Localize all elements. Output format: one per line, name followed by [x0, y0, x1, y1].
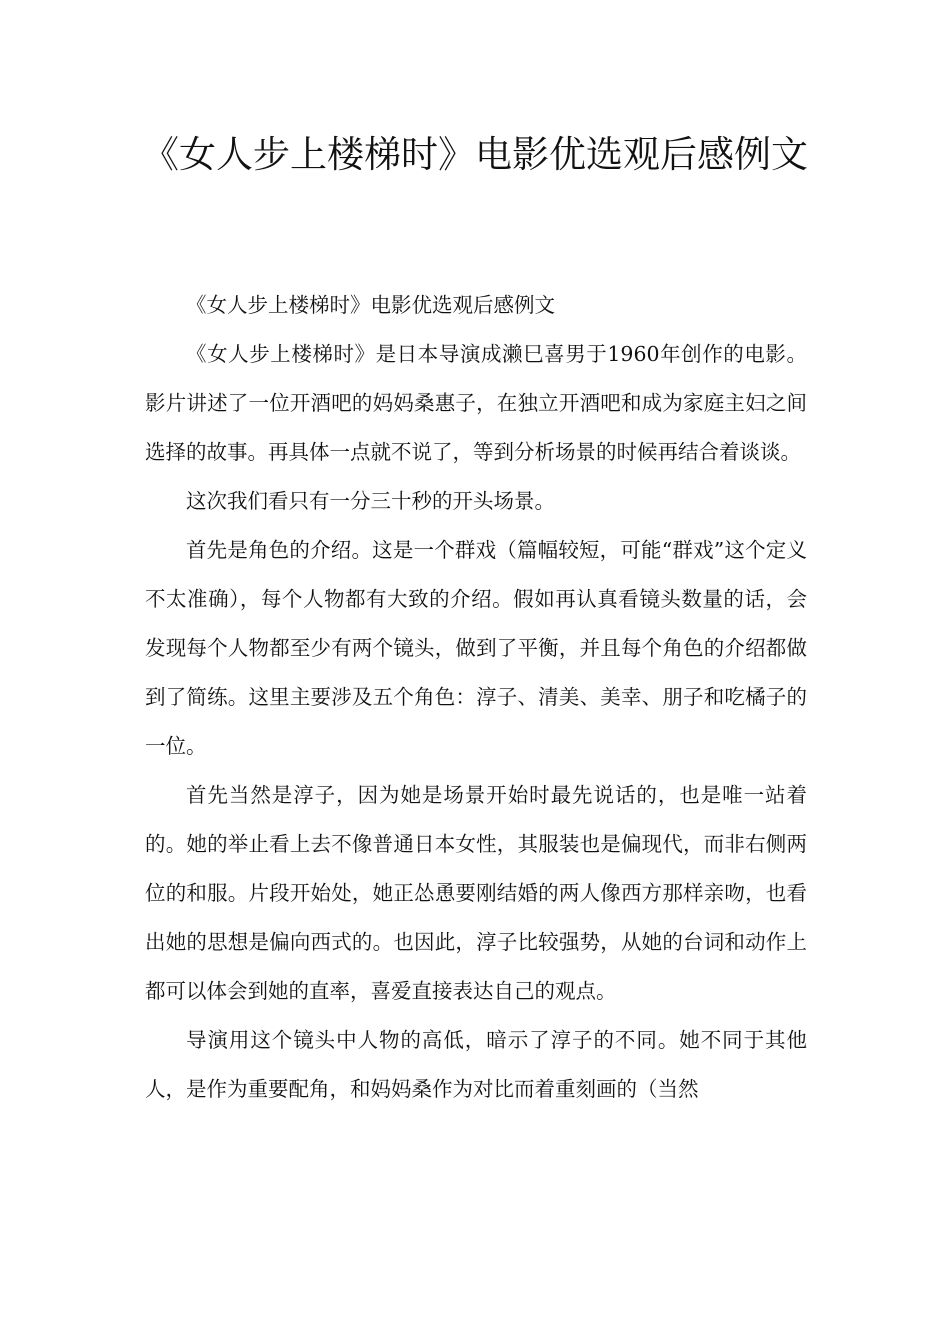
- paragraph-heading-repeat: 《女人步上楼梯时》电影优选观后感例文: [186, 293, 555, 317]
- document-title: 《女人步上楼梯时》电影优选观后感例文: [142, 133, 808, 176]
- paragraph-intro: 《女人步上楼梯时》是日本导演成濑巳喜男于1960年创作的电影。影片讲述了一位开酒吧的妈妈桑惠子，在独立开酒吧和成为家庭主妇之间选择的故事。再具体一点就不说了，等到分析场景的时候再结合着谈谈。: [145, 342, 807, 464]
- paragraph-junko: 首先当然是淳子，因为她是场景开始时最先说话的，也是唯一站着的。她的举止看上去不像普通日本女性，其服装也是偏现代，而非右侧两位的和服。片段开始处，她正怂恿要刚结婚的两人像西方那样亲吻，也看出她的思想是偏向西式的。也因此，淳子比较强势，从她的台词和动作上都可以体会到她的直率，喜爱直接表达自己的观点。: [145, 783, 807, 1003]
- document-body: [145, 281, 807, 1114]
- paragraph-character-intro: 首先是角色的介绍。这是一个群戏（篇幅较短，可能“群戏”这个定义不太准确），每个人物都有大致的介绍。假如再认真看镜头数量的话，会发现每个人物都至少有两个镜头，做到了平衡，并且每个角色的介绍都做到了简练。这里主要涉及五个角色：淳子、清美、美幸、朋子和吃橘子的一位。: [145, 538, 807, 758]
- paragraph-director-shot: 导演用这个镜头中人物的高低，暗示了淳子的不同。她不同于其他人，是作为重要配角，和妈妈桑作为对比而着重刻画的（当然: [145, 1028, 807, 1101]
- paragraph-opening-scene: 这次我们看只有一分三十秒的开头场景。: [186, 489, 555, 513]
